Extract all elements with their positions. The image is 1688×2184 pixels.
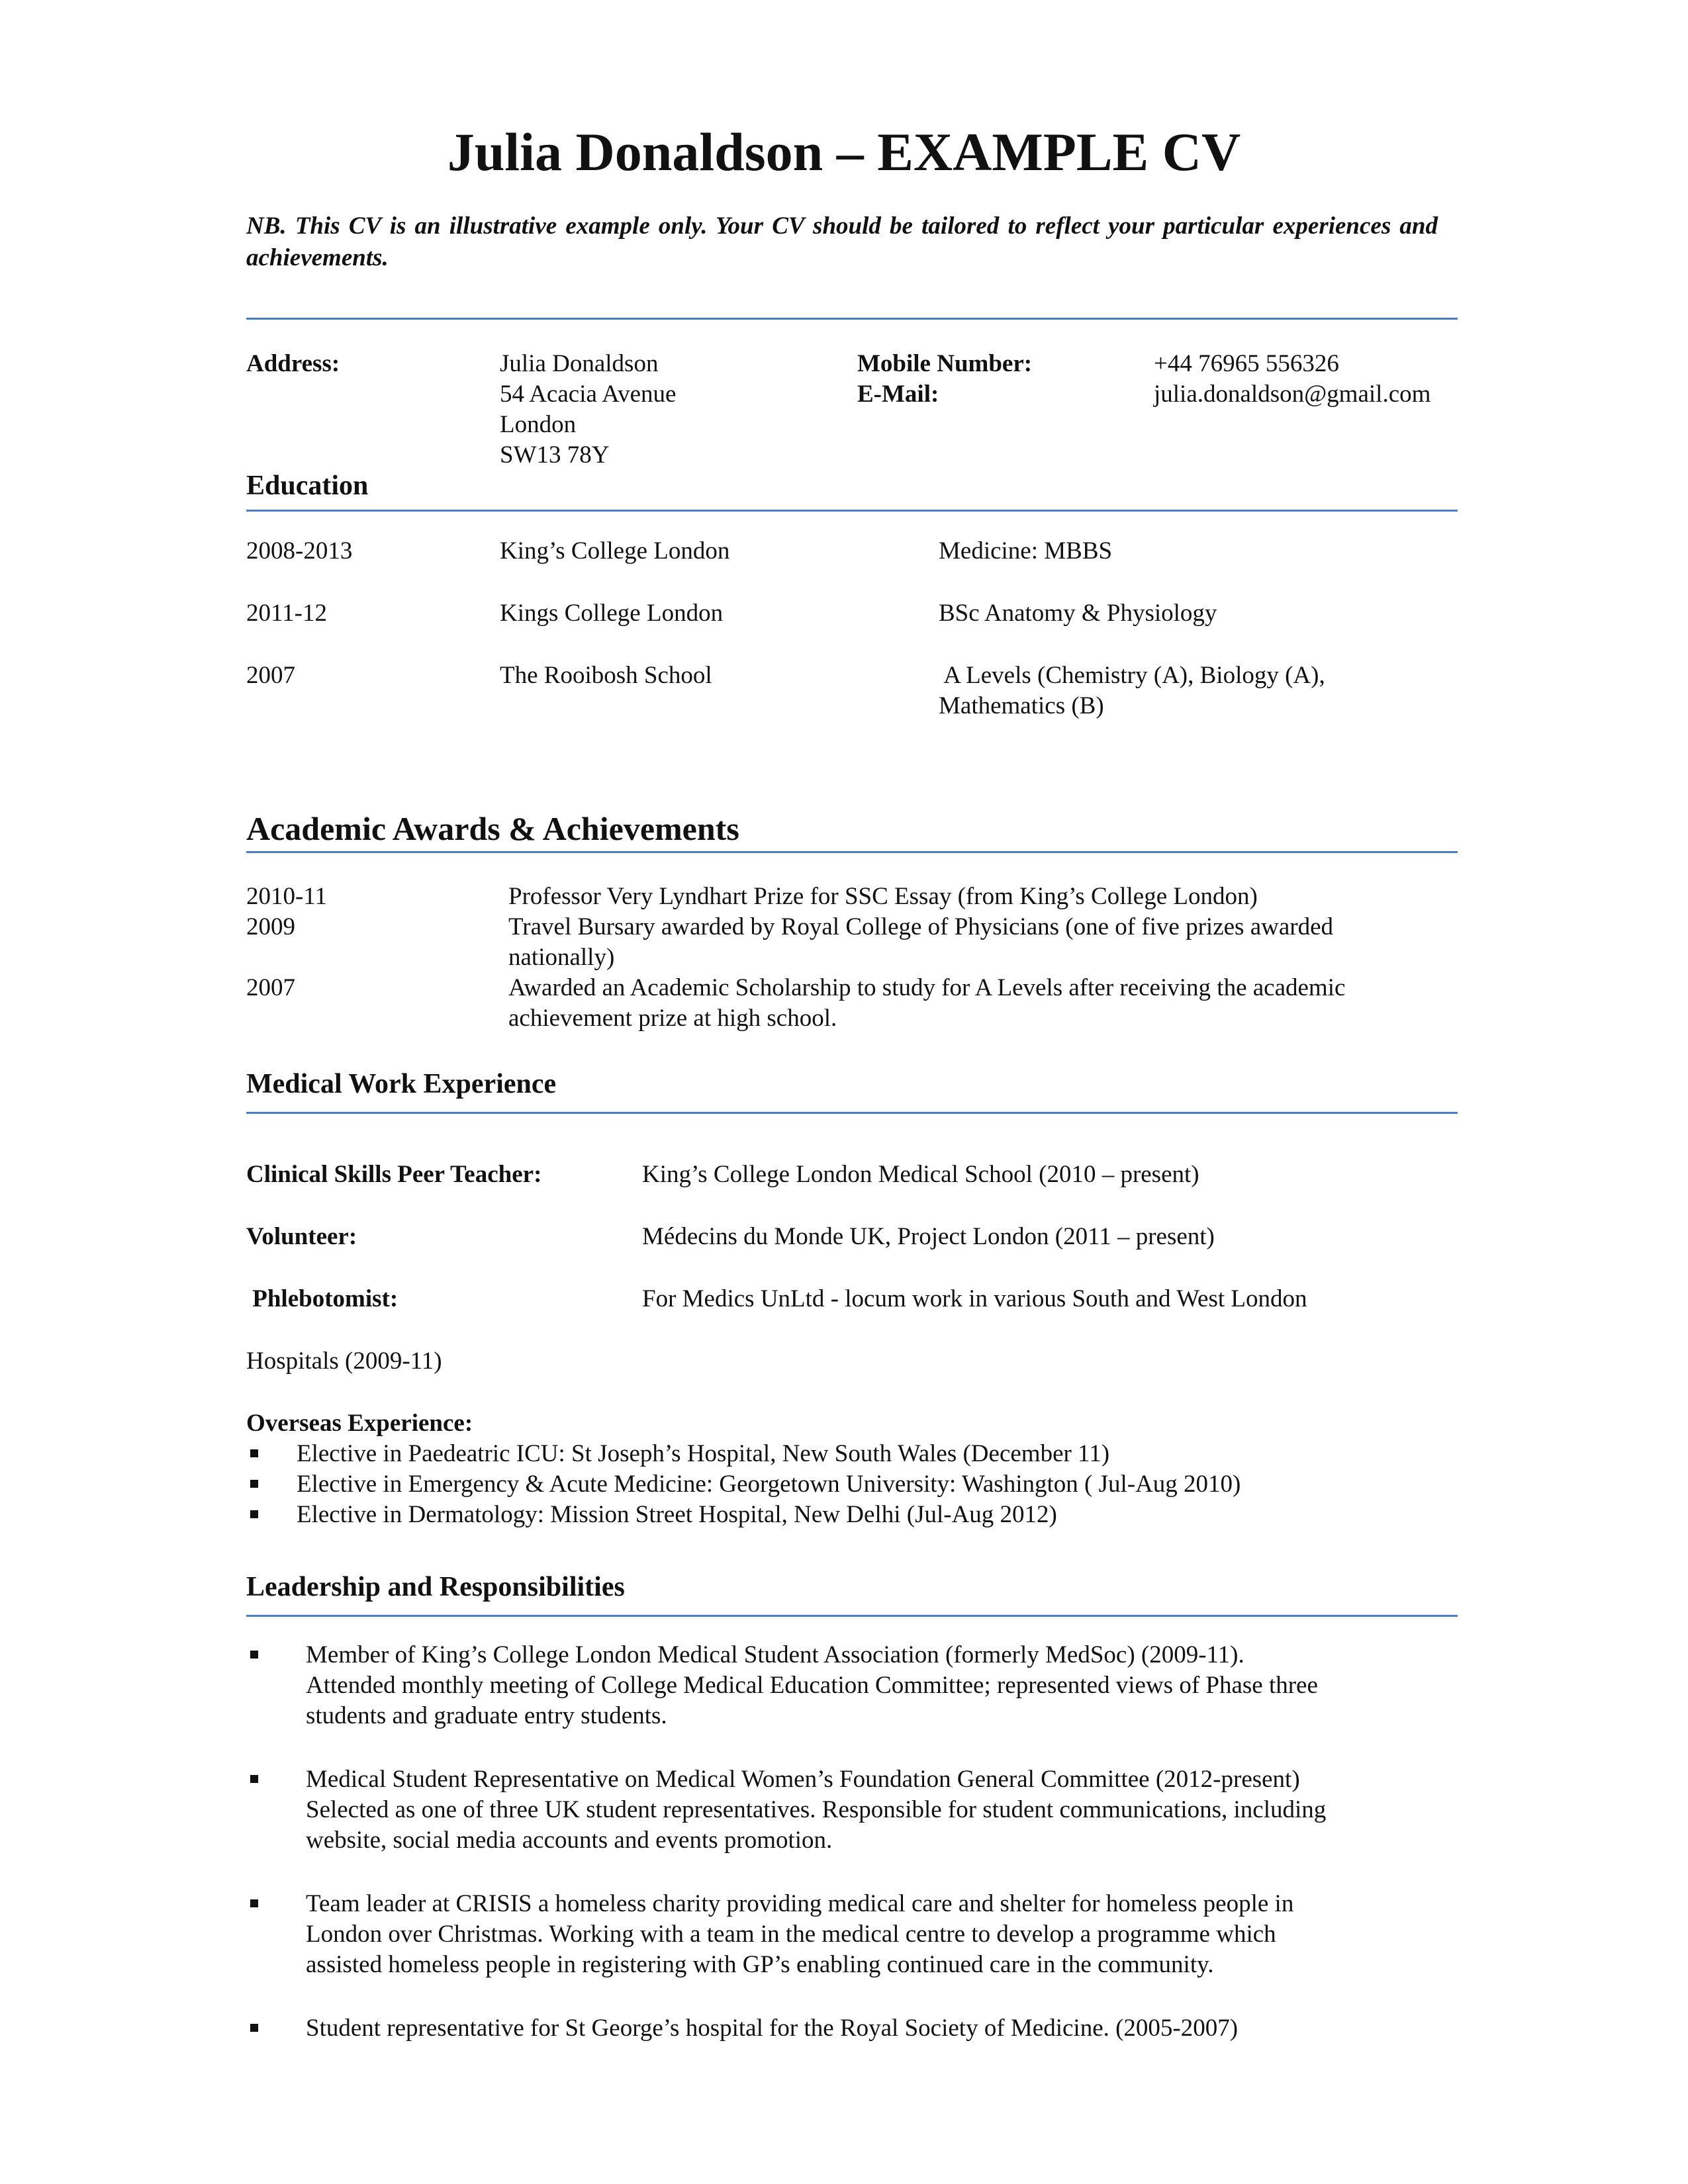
education-years: 2008-2013: [246, 537, 353, 565]
bullet-icon: [250, 1775, 258, 1783]
leadership-item-line: Medical Student Representative on Medical Women’s Foundation General Committee (2012-present): [306, 1766, 1300, 1793]
leadership-item-line: Member of King’s College London Medical Student Association (formerly MedSoc) (2009-11).: [306, 1641, 1244, 1668]
divider-leadership: [246, 1615, 1458, 1617]
address-line: London: [500, 411, 577, 438]
divider-top: [246, 318, 1458, 320]
awards-heading: Academic Awards & Achievements: [246, 810, 739, 847]
email-value: julia.donaldson@gmail.com: [1154, 381, 1431, 408]
address-line: Julia Donaldson: [500, 350, 659, 377]
overseas-item: Elective in Paedeatric ICU: St Joseph’s Hospital, New South Wales (December 11): [297, 1440, 1110, 1467]
overseas-label: Overseas Experience:: [246, 1410, 473, 1437]
leadership-item-line: Attended monthly meeting of College Medical Education Committee; represented views of Phase three: [306, 1672, 1318, 1699]
education-institution: King’s College London: [500, 537, 730, 565]
education-years: 2007: [246, 662, 295, 689]
award-years: 2007: [246, 974, 295, 1001]
bullet-icon: [250, 1510, 258, 1518]
address-line: SW13 78Y: [500, 441, 610, 469]
education-qualification: Medicine: MBBS: [939, 537, 1113, 565]
leadership-item-line: assisted homeless people in registering with GP’s enabling continued care in the community.: [306, 1951, 1214, 1978]
award-years: 2010-11: [246, 883, 327, 910]
work-detail: King’s College London Medical School (2010 – present): [642, 1161, 1199, 1188]
award-text: Travel Bursary awarded by Royal College of Physicians (one of five prizes awarded: [508, 913, 1334, 940]
leadership-item-line: Selected as one of three UK student representatives. Responsible for student communications, including: [306, 1796, 1327, 1823]
overseas-item: Elective in Emergency & Acute Medicine: Georgetown University: Washington ( Jul-Aug 2010): [297, 1471, 1241, 1498]
leadership-item-line: students and graduate entry students.: [306, 1702, 667, 1729]
overseas-item: Elective in Dermatology: Mission Street Hospital, New Delhi (Jul-Aug 2012): [297, 1501, 1057, 1528]
work-heading: Medical Work Experience: [246, 1069, 557, 1099]
work-role: Phlebotomist:: [246, 1285, 399, 1312]
divider-work: [246, 1112, 1458, 1114]
leadership-item-line: Student representative for St George’s hospital for the Royal Society of Medicine. (2005-2007): [306, 2015, 1239, 2042]
bullet-icon: [250, 2024, 258, 2032]
work-role: Clinical Skills Peer Teacher:: [246, 1161, 542, 1188]
work-detail: For Medics UnLtd - locum work in various South and West London: [642, 1285, 1307, 1312]
email-label: E-Mail:: [857, 381, 939, 408]
award-years: 2009: [246, 913, 295, 940]
education-qualification: A Levels (Chemistry (A), Biology (A),: [939, 662, 1325, 689]
cv-notice: NB. This CV is an illustrative example only. Your CV should be tailored to reflect your particular experiences and achievements.: [246, 212, 1438, 271]
education-qualification-cont: Mathematics (B): [939, 692, 1104, 719]
address-label: Address:: [246, 350, 340, 377]
divider-education: [246, 510, 1458, 512]
education-years: 2011-12: [246, 600, 327, 627]
bullet-icon: [250, 1651, 258, 1659]
leadership-item-line: London over Christmas. Working with a team in the medical centre to develop a programme which: [306, 1921, 1276, 1948]
leadership-item-line: website, social media accounts and events promotion.: [306, 1827, 833, 1854]
mobile-value: +44 76965 556326: [1154, 350, 1339, 377]
bullet-icon: [250, 1899, 258, 1907]
education-institution: Kings College London: [500, 600, 724, 627]
award-text: nationally): [508, 944, 615, 971]
education-institution: The Rooibosh School: [500, 662, 712, 689]
leadership-item-line: Team leader at CRISIS a homeless charity providing medical care and shelter for homeless people in: [306, 1890, 1294, 1917]
work-detail-cont: Hospitals (2009-11): [246, 1347, 442, 1375]
address-line: 54 Acacia Avenue: [500, 381, 677, 408]
bullet-icon: [250, 1449, 258, 1457]
cv-title: Julia Donaldson – EXAMPLE CV: [447, 122, 1241, 182]
award-text: Professor Very Lyndhart Prize for SSC Essay (from King’s College London): [508, 883, 1258, 910]
divider-awards: [246, 851, 1458, 853]
bullet-icon: [250, 1480, 258, 1488]
mobile-label: Mobile Number:: [857, 350, 1033, 377]
education-heading: Education: [246, 471, 369, 501]
award-text: Awarded an Academic Scholarship to study for A Levels after receiving the academic: [508, 974, 1346, 1001]
work-role: Volunteer:: [246, 1223, 357, 1250]
education-qualification: BSc Anatomy & Physiology: [939, 600, 1217, 627]
leadership-heading: Leadership and Responsibilities: [246, 1572, 625, 1602]
award-text: achievement prize at high school.: [508, 1005, 837, 1032]
work-detail: Médecins du Monde UK, Project London (2011 – present): [642, 1223, 1215, 1250]
